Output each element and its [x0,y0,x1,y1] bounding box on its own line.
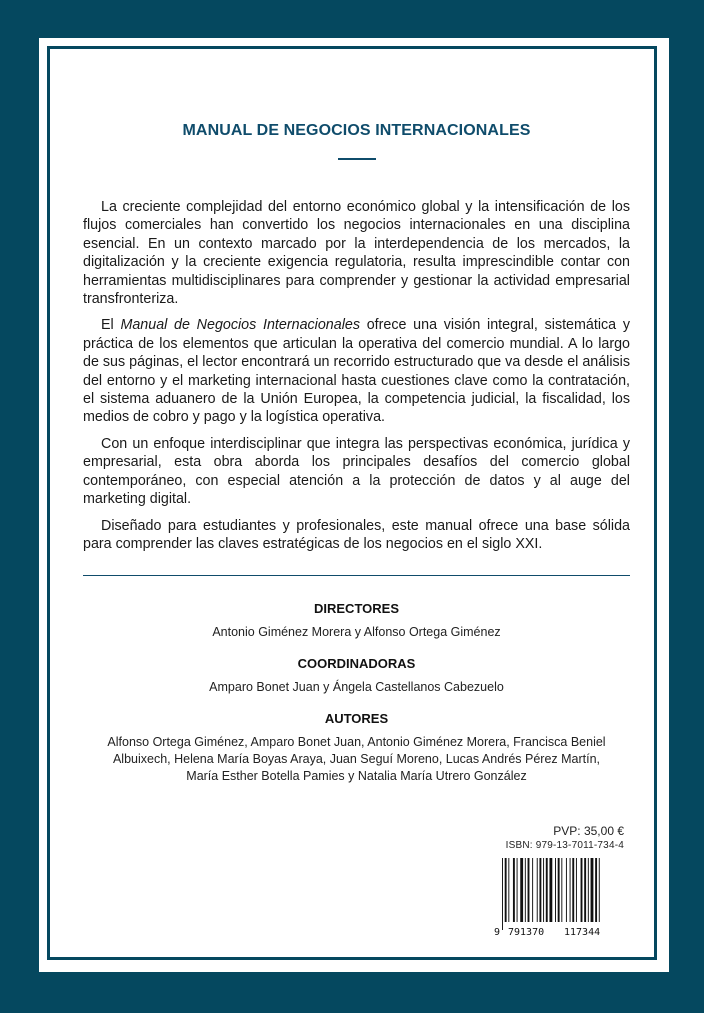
section-divider [83,575,630,576]
barcode-bar [508,858,509,922]
barcode-bar [543,858,544,922]
barcode-bar [517,858,518,922]
isbn-label: ISBN: 979-13-7011-734-4 [505,840,624,851]
directors-names: Antonio Giménez Morera y Alfonso Ortega Giménez [212,625,501,640]
barcode-bar [532,858,533,922]
barcode-bar [584,858,586,922]
authors-names: Alfonso Ortega Giménez, Amparo Bonet Juan, Antonio Giménez Morera, Francisca Beniel Albuixech, Helena María Boyas Araya, Juan Seguí Moreno, Lucas Andrés Pérez Martín, María Esther Botella Pamies y Natalia María Utrero González [107,735,606,784]
barcode-bar [595,858,597,922]
synopsis-paragraph-2 [83,316,630,426]
book-title: MANUAL DE NEGOCIOS INTERNACIONALES [182,122,531,139]
coordinators-names: Amparo Bonet Juan y Ángela Castellanos Cabezuelo [209,680,504,695]
directors-heading: DIRECTORES [314,601,399,617]
barcode-bar [505,858,507,930]
title-underline [338,158,376,160]
barcode-bar [539,858,541,922]
synopsis-paragraph-4: Diseñado para estudiantes y profesionales, este manual ofrece una base sólida para comprender las claves estratégicas de los negocios en el siglo XXI. [83,517,630,552]
barcode-bar [520,858,523,922]
price-block [494,824,624,853]
barcode-left-digits: 791370 [508,927,545,938]
barcode-bar [558,858,560,922]
barcode-bar [576,858,577,922]
barcode [492,856,622,938]
barcode-bars [502,858,600,930]
barcode-right-digits: 117344 [564,927,601,938]
synopsis [83,198,630,553]
barcode-bar [570,858,571,922]
coordinators-heading: COORDINADORAS [297,656,416,672]
para2-rest: ofrece una visión integral, sistemática y práctica de los elementos que articulan la operativa del comercio mundial. A lo largo de sus páginas, el lector encontrará un recorrido estructurado que va desde el análisis del entorno y el marketing internacional hasta cuestiones clave como la contratación, el sistema aduanero de la Unión Europea, la competencia judicial, la fiscalidad, los medios de cobro y pago y la logística operativa. [83,317,630,426]
barcode-bar [525,858,526,922]
barcode-bar [546,858,548,922]
barcode-bar [599,858,600,930]
barcode-bar [549,858,552,930]
synopsis-paragraph-3: Con un enfoque interdisciplinar que integra las perspectivas económica, jurídica y empresarial, esta obra aborda los principales desafíos del comercio global contemporáneo, con especial atención a la protección de datos y al auge del marketing digital. [83,435,630,508]
barcode-bar [537,858,538,922]
barcode-bar [528,858,530,922]
barcode-bar [555,858,556,922]
barcode-bar [502,858,503,930]
barcode-bar [591,858,594,922]
synopsis-paragraph-1: La creciente complejidad del entorno económico global y la intensificación de los flujos comerciales han convertido los negocios internacionales en una disciplina esencial. En un contexto marcado por la interdependencia de los mercados, la digitalización y la creciente exigencia regulatoria, resulta imprescindible contar con herramientas multidisciplinares para comprender y gestionar la actividad empresarial transfronteriza. [83,199,630,308]
barcode-first-digit: 9 [494,927,501,938]
barcode-bar [572,858,574,922]
back-cover-content [83,120,630,799]
barcode-bar [513,858,515,922]
credits [83,600,630,785]
authors-heading: AUTORES [324,711,389,727]
barcode-bar [566,858,567,922]
para2-lead: El [101,317,121,334]
barcode-bar [561,858,562,922]
barcode-bar [581,858,583,922]
barcode-bar [588,858,589,922]
para2-book-title: Manual de Negocios Internacionales [120,317,360,334]
price-label: PVP: 35,00 € [553,824,624,838]
